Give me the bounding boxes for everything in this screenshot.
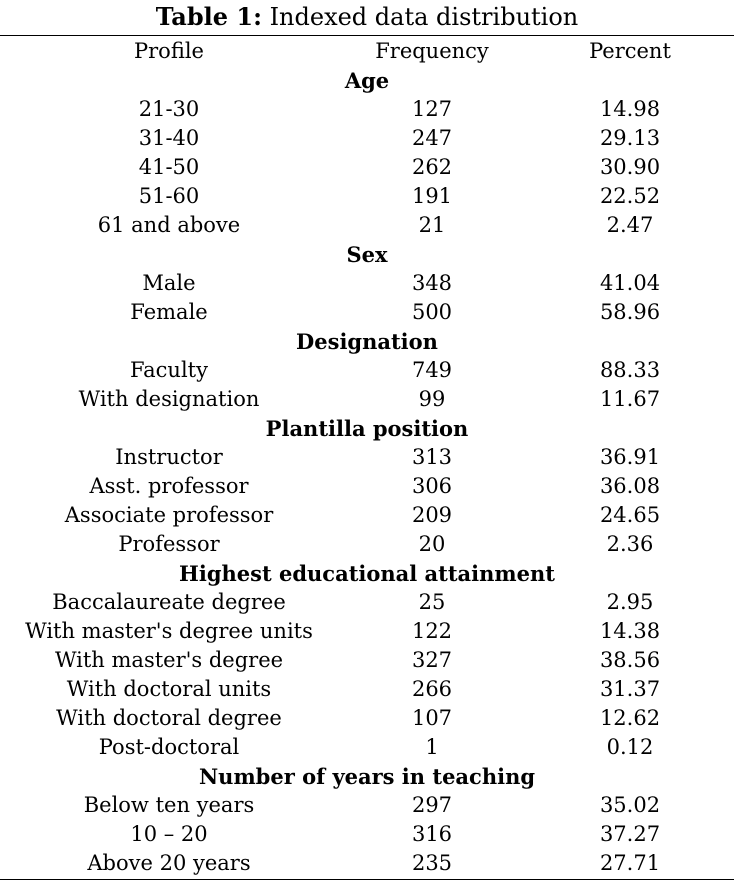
- frequency-cell: 262: [411, 155, 453, 179]
- profile-cell: With designation: [78, 387, 260, 411]
- header-frequency: Frequency: [375, 39, 489, 63]
- table-row: [0, 211, 734, 240]
- section-heading: Designation: [296, 329, 438, 354]
- profile-cell: With doctoral degree: [56, 706, 282, 730]
- percent-cell: 31.37: [599, 677, 661, 701]
- table-row: [0, 298, 734, 327]
- table-row: [0, 472, 734, 501]
- table-row: [0, 704, 734, 733]
- percent-cell: 2.36: [606, 532, 654, 556]
- frequency-cell: 235: [411, 851, 453, 875]
- table-row: [0, 646, 734, 675]
- table-header-row: [0, 37, 734, 66]
- frequency-cell: 127: [411, 97, 453, 121]
- percent-cell: 12.62: [599, 706, 661, 730]
- data-table: [0, 37, 734, 878]
- table-row: [0, 820, 734, 849]
- table-row: [0, 501, 734, 530]
- frequency-cell: 316: [411, 822, 453, 846]
- frequency-cell: 500: [411, 300, 453, 324]
- table-top-rule: [0, 35, 734, 36]
- table-row: [0, 588, 734, 617]
- frequency-cell: 25: [418, 590, 446, 614]
- percent-cell: 36.08: [599, 474, 661, 498]
- profile-cell: 21-30: [138, 97, 200, 121]
- section-heading: Sex: [346, 242, 388, 267]
- percent-cell: 2.95: [606, 590, 654, 614]
- profile-cell: 31-40: [138, 126, 200, 150]
- profile-cell: 10 – 20: [130, 822, 208, 846]
- section-heading: Age: [344, 68, 390, 93]
- profile-cell: Post-doctoral: [98, 735, 240, 759]
- percent-cell: 41.04: [599, 271, 661, 295]
- profile-cell: Associate professor: [64, 503, 274, 527]
- percent-cell: 37.27: [599, 822, 661, 846]
- header-profile: Profile: [134, 39, 204, 63]
- percent-cell: 38.56: [599, 648, 661, 672]
- frequency-cell: 209: [411, 503, 453, 527]
- profile-cell: Female: [130, 300, 208, 324]
- section-heading: Plantilla position: [265, 416, 469, 441]
- profile-cell: 41-50: [138, 155, 200, 179]
- profile-cell: 51-60: [138, 184, 200, 208]
- table-row: [0, 124, 734, 153]
- frequency-cell: 306: [411, 474, 453, 498]
- profile-cell: Baccalaureate degree: [52, 590, 286, 614]
- percent-cell: 30.90: [599, 155, 661, 179]
- percent-cell: 14.98: [599, 97, 661, 121]
- frequency-cell: 191: [411, 184, 453, 208]
- profile-cell: Instructor: [115, 445, 223, 469]
- section-heading: Highest educational attainment: [179, 561, 555, 586]
- frequency-cell: 1: [425, 735, 439, 759]
- percent-cell: 24.65: [599, 503, 661, 527]
- table-row: [0, 269, 734, 298]
- frequency-cell: 348: [411, 271, 453, 295]
- frequency-cell: 266: [411, 677, 453, 701]
- profile-cell: Below ten years: [83, 793, 255, 817]
- profile-cell: With master's degree units: [25, 619, 313, 643]
- table-row: [0, 791, 734, 820]
- section-heading: Number of years in teaching: [198, 764, 536, 789]
- table-row: [0, 675, 734, 704]
- percent-cell: 36.91: [599, 445, 661, 469]
- table-row: [0, 733, 734, 762]
- table-bottom-rule: [0, 879, 734, 880]
- table-row: [0, 849, 734, 878]
- table-body: [0, 66, 734, 878]
- table-row: [0, 153, 734, 182]
- profile-cell: Above 20 years: [87, 851, 251, 875]
- percent-cell: 35.02: [599, 793, 661, 817]
- table-row: [0, 530, 734, 559]
- frequency-cell: 297: [411, 793, 453, 817]
- table-row: [0, 356, 734, 385]
- frequency-cell: 122: [411, 619, 453, 643]
- frequency-cell: 21: [418, 213, 446, 237]
- profile-cell: Asst. professor: [89, 474, 249, 498]
- profile-cell: Male: [142, 271, 196, 295]
- percent-cell: 88.33: [599, 358, 661, 382]
- table-caption-label: Table 1:: [155, 2, 262, 31]
- table-row: [0, 385, 734, 414]
- profile-cell: 61 and above: [97, 213, 241, 237]
- frequency-cell: 20: [418, 532, 446, 556]
- percent-cell: 22.52: [599, 184, 661, 208]
- table-row: [0, 95, 734, 124]
- profile-cell: With master's degree: [54, 648, 284, 672]
- table-caption-text: Indexed data distribution: [261, 3, 579, 31]
- profile-cell: With doctoral units: [66, 677, 272, 701]
- percent-cell: 2.47: [606, 213, 654, 237]
- table-row: [0, 617, 734, 646]
- table-caption: [0, 2, 734, 32]
- percent-cell: 58.96: [599, 300, 661, 324]
- frequency-cell: 247: [411, 126, 453, 150]
- percent-cell: 14.38: [599, 619, 661, 643]
- frequency-cell: 327: [411, 648, 453, 672]
- profile-cell: Professor: [118, 532, 220, 556]
- percent-cell: 27.71: [599, 851, 661, 875]
- frequency-cell: 749: [411, 358, 453, 382]
- frequency-cell: 313: [411, 445, 453, 469]
- table-row: [0, 182, 734, 211]
- header-percent: Percent: [589, 39, 671, 63]
- table-row: [0, 443, 734, 472]
- percent-cell: 11.67: [599, 387, 661, 411]
- percent-cell: 0.12: [606, 735, 654, 759]
- frequency-cell: 107: [411, 706, 453, 730]
- profile-cell: Faculty: [130, 358, 208, 382]
- percent-cell: 29.13: [599, 126, 661, 150]
- frequency-cell: 99: [418, 387, 446, 411]
